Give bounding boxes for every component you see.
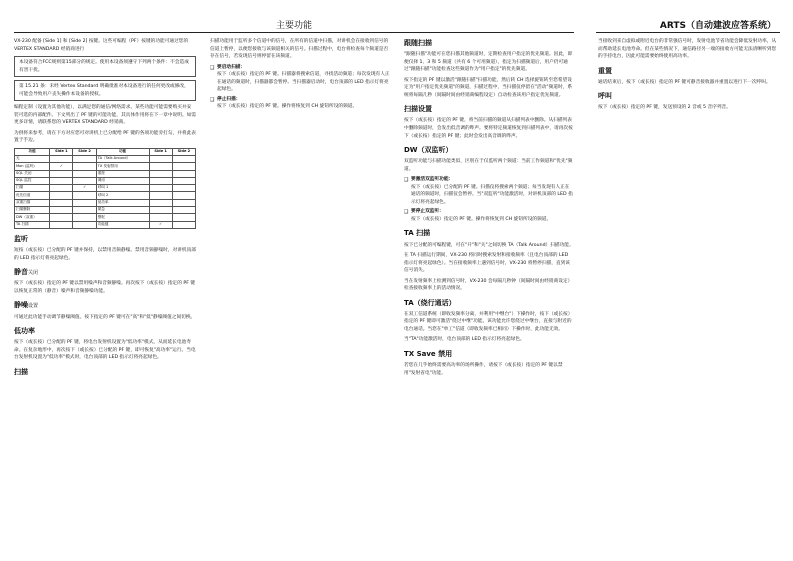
table-row [15,177,196,184]
table-cell: 低功率 [96,199,149,206]
table-cell: TA 扫描 [15,221,50,228]
section-title: 呼叫 [598,92,612,101]
table-row [15,207,196,214]
table-cell: TX 发射禁用 [96,163,149,170]
table-cell: 警报 [96,214,149,221]
table-cell [73,199,96,206]
bullet-body: 按下（或长按）指定的 PF 键。操作将恢复到 CH 旋钮所设的频道。 [411,216,552,222]
section-title: TA（绕行通话） [404,298,456,307]
column-3 [404,38,574,380]
table-row [15,185,196,192]
paragraph: 可通过此功能手动调节静噪阈值。按下指定的 PF 键可在"高"和"低"静噪阈值之间切换。 [14,314,196,320]
table-cell [73,177,96,184]
table-cell: SQL 关闭 [15,170,50,177]
paragraph: 在双工信道系统（即收发频率分离，并利用"中继台"）下操作时，按下（或长按）指定的 PF 键即可激活"绕过中继"功能。该功能允许您绕过中继台，直接与附近的电台通话。当您在"单工"信道（即收发频率已相同）下操作时，此功能无效。 [404,311,573,332]
table-cell: 无 [15,155,50,162]
section-title-text: 静噪 [14,301,28,310]
paragraph: 通话结束后，按下（或长按）指定的 PF 键可静音接收器并重置以进行下一次呼叫。 [598,79,771,85]
section-title [14,300,196,311]
table-cell: TA（Talk Around） [96,155,149,162]
paragraph: 当接收到来自虚拟或附近电台的非常强信号时，发射电池节省功能会降低发射功率，从而帮助延长电池寿命。但在某些情况下，通信路径另一端的接收方可能无法清晰听到您的手持电台，因此可能需要始终使用高功率。 [598,39,777,60]
table-cell: ✓ [149,221,172,228]
bullet-body: 按下（或长按）已分配的 PF 键。扫描仪将搜索两个频道；每当发现有人正在通话的频道时，扫描仪会暂停。当"双监听"功能激活时，对讲机顶部的 LED 指示灯将亮起绿色。 [411,184,573,205]
paragraph: 按下指定的 PF 键以激活"跟随扫描"扫描功能，然后转 CH 选择旋钮转至您希望设定为"用户指定优先频道"的频道，扫描过程中，当扫描仪停留在"活动"频道时，系统将每隔几秒（间隔时间由经销商编程设定）自动检查该用户指定优先频道。 [404,77,573,98]
bullet-item [210,64,392,94]
table-cell: 优先信道 [15,192,50,199]
table-cell: 扫描 [15,185,50,192]
bullet-title: ❑ 要停止双监听： [411,209,444,215]
table-cell [172,192,195,199]
section-title: 重置 [598,66,612,75]
bullet-title: ❑ 停止扫描： [217,96,241,102]
table-cell [172,214,195,221]
table-cell: ✓ [73,185,96,192]
paragraph: 按下（或长按）指定的 PF 键，将当前扫描的频道从扫描列表中删除。从扫描列表中删除频道时，会发出低音调的哔声。要将特定频道恢复到扫描列表中，请再次按下（或长按）指定的 PF 键；此时会发出高音调的哔声。 [404,118,573,139]
paragraph: 按下（或长按）已分配的 PF 键，将电台发射机设置为"低功率"模式，从而延长电池寿命。在复杂地形中，再次按下（或长按）已分配的 PF 键，即可恢复"高功率"运行。当电台发射机设置为"低功率"模式时，电台顶部的 LED 指示灯将亮起绿色。 [14,340,196,361]
table-cell [149,163,172,170]
table-cell: 调用 [96,177,149,184]
table-header: 功能 [15,148,50,155]
table-cell [172,207,195,214]
table-header: 功能 [96,148,149,155]
table-cell: 呼叫 1 [96,185,149,192]
bullet-item [404,176,574,206]
table-row [15,214,196,221]
paragraph: VX-230 配备 [Side 1] 和 [Side 2] 按键。这些可编程（PF）按键的功能可通过您的 VERTEX STANDARD 经销商进行 [14,39,189,52]
table-cell [149,185,172,192]
table-cell [50,221,73,228]
paragraph: 在 TA 扫描运行期间，VX-230 将同时搜索发射和接收频率（且电台顶部的 LED 指示灯将亮起绿色）。当在接收频率上遇到信号时，VX-230 将暂停扫描，直到该信号消失。 [404,253,570,274]
table-header: Side 2 [73,148,96,155]
table-cell [149,155,172,162]
table-cell [172,221,195,228]
table-cell: SQL 监控 [15,177,50,184]
paragraph: 当在发射频率上检测到信号时，VX-230 会每隔几秒钟（间隔时间由经销商设定）检查接收频率上的活动情况。 [404,278,573,292]
paragraph: 编程定制（设置为其他功能），以满足您的通信/网络需求。某些功能可能需要购买并安装可选的内部配件。下文列出了 PF 键的可能功能，其具体作用将在下一章中说明。如需更多详情，请联系您的 VERTEX STANDARD 经销商。 [14,105,196,126]
paragraph: "跟随扫描"功能可在您扫描其他频道时，定期检查用户指定的优先频道。因此，即便仅择 1、3 和 5 频道（共有 6 个可用频道），指定为扫描频道后，用户仍可通过"跟随扫描"功能检查这些频道作为"用户指定"的优先频道。 [404,52,573,73]
bullet-body: 按下（或长按）指定的 PF 键。操作将恢复到 CH 旋钮所设的频道。 [217,104,358,110]
table-cell: Mon (监听) [15,163,50,170]
column-1 [14,38,196,380]
bullet-item [210,96,392,111]
table-row [15,170,196,177]
table-header: Side 2 [172,148,195,155]
paragraph: 短按（或长按）已分配的 PF 键并保持，以禁用音频静噪。禁用音频静噪时，对讲机顶部的 LED 指示灯将亮起绿色。 [14,248,196,261]
table-body [15,155,196,228]
table-cell [50,177,73,184]
table-row [15,192,196,199]
paragraph: 扫描功能用于监听多个信道中的信号，在所有的信道中扫描，对讲机会在接收到信号的信道上暂停，以便您接收与该频道相关的信号。扫描过程中，电台将检查每个频道是否存在信号，若发现信号则停留在该频道。 [210,39,389,60]
paragraph: 当"TA"功能激活时，电台顶部的 LED 指示灯将亮起绿色。 [404,337,525,343]
table-cell [149,207,172,214]
paragraph: 双监听功能与扫描功能类似，区别在于仅监听两个频道：当前工作频道和"优先"频道。 [404,159,573,172]
table-cell [50,214,73,221]
table-cell [172,177,195,184]
table-row [15,155,196,162]
table-cell [172,170,195,177]
table-cell [172,199,195,206]
table-cell: ✓ [50,163,73,170]
column-2 [210,38,392,113]
table-header: Side 1 [149,148,172,155]
section-subtitle: 关闭 [28,270,39,277]
table-cell [73,207,96,214]
section-title: 低功率 [14,327,35,336]
table-cell [172,163,195,170]
note-box: 第 15.21 条：未经 Vertex Standard 明确批准对本设备进行的任何更改或修改，可能会导致用户丧失操作本设备的授权。 [14,80,196,101]
paragraph: 按下已分配的可编程键，可在"开"和"关"之间切换 TA（Talk Around）扫描功能。 [404,242,574,248]
section-subtitle: 设置 [28,303,39,310]
table-cell: DW（双重） [15,214,50,221]
section-title: DW（双监听） [404,146,453,155]
table-cell [73,163,96,170]
bullet-title: ❑ 要启动扫描： [217,64,246,70]
table-cell: 重拨 [96,170,149,177]
table-cell [50,207,73,214]
paragraph: 为供将来参考，请在下方对应您可对讲机上已分配给 PF 键的各项功能旁打勾，并将此表置于手边。 [14,130,196,144]
table-cell [50,192,73,199]
table-cell: 紧急 [96,207,149,214]
table-cell [73,170,96,177]
table-header: Side 1 [50,148,73,155]
table-cell: 双重扫描 [15,199,50,206]
bullet-title: ❑ 要激活双监听功能： [411,177,454,183]
pf-function-table [14,148,196,229]
table-cell [149,214,172,221]
table-row [15,221,196,228]
table-cell [172,155,195,162]
table-cell [149,170,172,177]
section-title-text: 静音 [14,268,28,277]
table-cell: 扫描删除 [15,207,50,214]
table-cell [50,155,73,162]
section-title: TA 扫描 [404,229,431,238]
table-cell [50,199,73,206]
main-header-title: 主要功能 [275,21,312,31]
paragraph: 按下（或长按）指定的 PF 键以禁用噪声和音频静噪。再次按下（或长按）指定的 PF 键以恢复正常的（静音）噪声和音频静噪功能。 [14,281,196,294]
table-cell [149,199,172,206]
section-title: TX Save 禁用 [404,349,453,358]
side-header-title: ARTS（自动建波应答系统） [659,21,776,31]
section-title: 监听 [14,234,28,243]
column-4 [598,38,778,115]
table-cell [73,192,96,199]
table-cell [50,170,73,177]
table-row [15,199,196,206]
bullet-body: 按下（或长按）指定的 PF 键。扫描器将搜索信道，寻找活动频道；每次发现有人正在通话的频道时，扫描器都会暂停。当扫描器启动时，电台顶部的 LED 指示灯将亮起绿色。 [217,72,390,93]
section-title: 跟随扫描 [404,39,432,47]
paragraph: 若您在几乎始终需要高功率的场所操作，请按下（或长按）指定的 PF 键以禁用"发射省电"功能。 [404,363,563,376]
table-cell [172,185,195,192]
bullet-item [404,208,574,223]
table-cell: 呼叫 2 [96,192,149,199]
table-row [15,163,196,170]
table-cell [50,185,73,192]
table-cell [73,221,96,228]
table-cell [149,177,172,184]
note-box: 本设备符合FCC规则第15部分的规定。使用本设备须遵守下列两个条件：不会造成有害干扰。 [14,56,196,77]
table-cell: 功能键 [96,221,149,228]
table-cell [73,155,96,162]
table-cell [149,192,172,199]
paragraph: 按下（或长按）指定的 PF 键，发送预设的 2 音或 5 音序列音。 [598,105,731,111]
side-header [596,18,780,33]
section-title [14,267,196,278]
main-header [14,18,574,33]
section-title: 扫描设置 [404,105,432,114]
table-cell [73,214,96,221]
section-title: 扫描 [14,367,28,376]
